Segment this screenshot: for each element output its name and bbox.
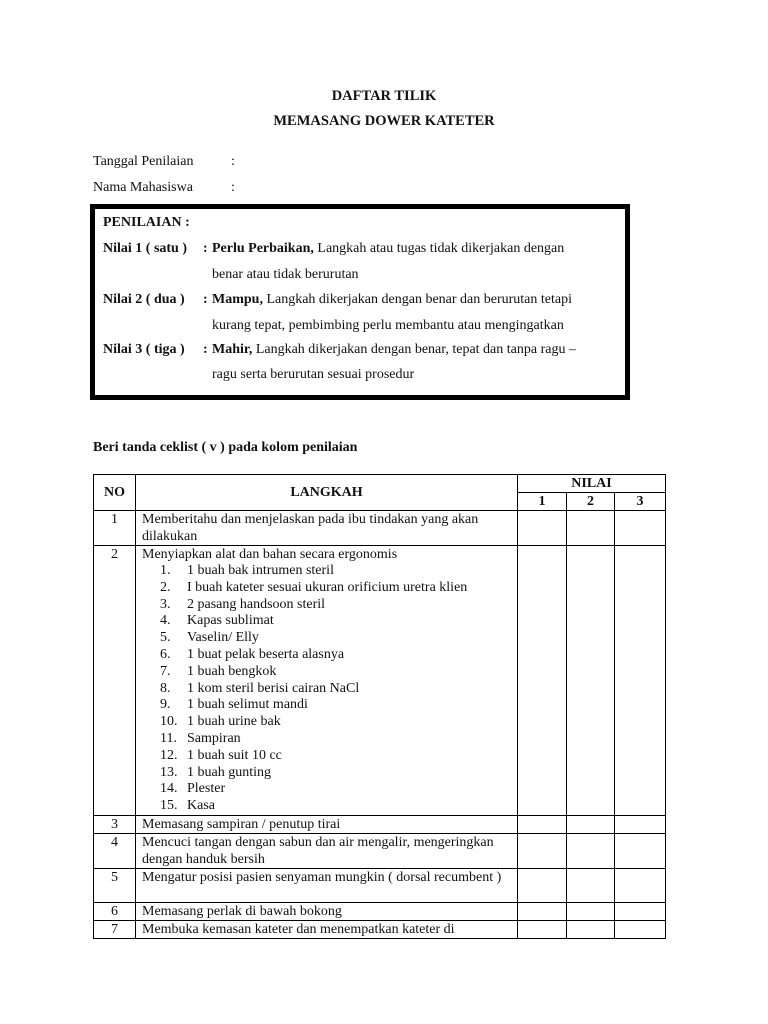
- row-step: Membuka kemasan kateter dan menempatkan kateter di: [136, 920, 518, 938]
- table-row: [94, 815, 666, 833]
- equipment-item-text: 1 buah urine bak: [187, 714, 281, 730]
- nilai3-colon: :: [203, 342, 208, 357]
- row-step: Memberitahu dan menjelaskan pada ibu tindakan yang akan dilakukan: [136, 511, 518, 546]
- equipment-item-text: 1 kom steril berisi cairan NaCl: [187, 680, 360, 696]
- row-number: 6: [94, 902, 136, 920]
- nilai3-description-cont: ragu serta berurutan sesuai prosedur: [212, 367, 415, 382]
- document-subtitle: MEMASANG DOWER KATETER: [273, 113, 495, 129]
- equipment-item: [142, 647, 511, 664]
- nilai1-description: Langkah atau tugas tidak dikerjakan dengan: [313, 241, 565, 256]
- equipment-item-text: 1 buah bak intrumen steril: [187, 563, 334, 578]
- equipment-list: [142, 563, 511, 815]
- nilai2-term: Mampu,: [212, 292, 263, 307]
- student-name-field: [93, 180, 235, 196]
- score-col-3: 3: [615, 493, 666, 511]
- equipment-item: [142, 765, 511, 782]
- equipment-item-text: Kapas sublimat: [187, 613, 274, 629]
- score-cell[interactable]: [518, 815, 567, 833]
- student-name-label: Nama Mahasiswa: [93, 180, 193, 195]
- equipment-item-text: 2 pasang handsoon steril: [187, 596, 326, 612]
- score-cell[interactable]: [567, 920, 615, 938]
- equipment-item-number: 5.: [160, 630, 171, 646]
- row-number: 3: [94, 815, 136, 833]
- equipment-item-number: 4.: [160, 613, 171, 629]
- equipment-item: [142, 597, 511, 614]
- assessment-legend-box: [90, 204, 630, 400]
- equipment-item-text: 1 buah suit 10 cc: [187, 747, 282, 763]
- score-cell[interactable]: [567, 815, 615, 833]
- score-cell[interactable]: [518, 902, 567, 920]
- table-row: [94, 902, 666, 920]
- score-cell[interactable]: [518, 868, 567, 902]
- equipment-item: [142, 681, 511, 698]
- equipment-item: [142, 563, 511, 580]
- equipment-item-number: 8.: [160, 680, 171, 696]
- equipment-item-text: I buah kateter sesuai ukuran orificium uretra klien: [187, 579, 468, 595]
- row-step: Mencuci tangan dengan sabun dan air mengalir, mengeringkan dengan handuk bersih: [136, 833, 518, 868]
- equipment-item-text: Sampiran: [187, 730, 241, 746]
- row-number: 1: [94, 511, 136, 546]
- student-name-colon: :: [231, 180, 235, 195]
- row-step: [136, 546, 518, 816]
- equipment-item-number: 14.: [160, 781, 178, 797]
- equipment-item: [142, 781, 511, 798]
- score-cell[interactable]: [615, 546, 666, 816]
- score-cell[interactable]: [567, 511, 615, 546]
- table-header-row: [94, 475, 666, 493]
- score-col-2: 2: [567, 493, 615, 511]
- score-cell[interactable]: [567, 546, 615, 816]
- equipment-item-text: 1 buah gunting: [187, 764, 271, 780]
- equipment-item: [142, 748, 511, 765]
- equipment-item-text: 1 buah selimut mandi: [187, 697, 308, 713]
- row-number: 5: [94, 868, 136, 902]
- equipment-item-number: 6.: [160, 646, 171, 662]
- equipment-item: [142, 731, 511, 748]
- equipment-item-number: 7.: [160, 663, 171, 679]
- row-step-text: Menyiapkan alat dan bahan secara ergonomis: [142, 547, 398, 562]
- column-header-score: NILAI: [518, 475, 666, 493]
- table-row: [94, 511, 666, 546]
- nilai1-description-cont: benar atau tidak berurutan: [212, 267, 359, 282]
- row-step: Mengatur posisi pasien senyaman mungkin ( dorsal recumbent ): [136, 868, 518, 902]
- row-step: Memasang sampiran / penutup tirai: [136, 815, 518, 833]
- equipment-item-text: 1 buat pelak beserta alasnya: [187, 646, 345, 662]
- score-cell[interactable]: [518, 833, 567, 868]
- score-cell[interactable]: [567, 833, 615, 868]
- nilai1-term: Perlu Perbaikan,: [212, 241, 314, 256]
- document-title: DAFTAR TILIK: [331, 88, 437, 104]
- equipment-item-number: 15.: [160, 798, 178, 814]
- score-cell[interactable]: [615, 920, 666, 938]
- equipment-item-number: 11.: [160, 730, 177, 746]
- table-row: [94, 868, 666, 902]
- equipment-item-number: 1.: [160, 563, 171, 578]
- nilai1-colon: :: [203, 241, 208, 256]
- equipment-item: [142, 697, 511, 714]
- row-step: Memasang perlak di bawah bokong: [136, 902, 518, 920]
- column-header-step: LANGKAH: [136, 475, 518, 511]
- equipment-item: [142, 630, 511, 647]
- equipment-item: [142, 664, 511, 681]
- equipment-item: [142, 714, 511, 731]
- nilai2-label: Nilai 2 ( dua ): [103, 292, 185, 307]
- equipment-item-text: 1 buah bengkok: [187, 663, 277, 679]
- nilai3-label: Nilai 3 ( tiga ): [103, 342, 185, 357]
- score-cell[interactable]: [615, 902, 666, 920]
- row-number: 7: [94, 920, 136, 938]
- equipment-item-text: Vaselin/ Elly: [187, 630, 259, 646]
- score-cell[interactable]: [567, 902, 615, 920]
- checklist-table: [93, 474, 666, 939]
- equipment-item: [142, 798, 511, 815]
- equipment-item: [142, 580, 511, 597]
- equipment-item-text: Kasa: [187, 798, 215, 814]
- score-cell[interactable]: [615, 511, 666, 546]
- checklist-instruction: Beri tanda ceklist ( v ) pada kolom penilaian: [93, 440, 358, 455]
- assessment-date-field: [93, 154, 235, 170]
- nilai1-label: Nilai 1 ( satu ): [103, 241, 187, 256]
- score-cell[interactable]: [518, 920, 567, 938]
- score-col-1: 1: [518, 493, 567, 511]
- assessment-date-colon: :: [231, 154, 235, 169]
- score-cell[interactable]: [518, 511, 567, 546]
- nilai2-description: Langkah dikerjakan dengan benar dan berurutan tetapi: [262, 292, 572, 307]
- equipment-item: [142, 613, 511, 630]
- row-number: 4: [94, 833, 136, 868]
- column-header-no: NO: [94, 475, 136, 511]
- score-cell[interactable]: [615, 815, 666, 833]
- nilai2-description-cont: kurang tepat, pembimbing perlu membantu atau mengingatkan: [212, 318, 564, 333]
- equipment-item-number: 10.: [160, 714, 178, 730]
- nilai3-term: Mahir,: [212, 342, 253, 357]
- equipment-item-number: 3.: [160, 596, 171, 612]
- equipment-item-number: 9.: [160, 697, 171, 713]
- nilai3-description: Langkah dikerjakan dengan benar, tepat dan tanpa ragu –: [252, 342, 576, 357]
- nilai2-colon: :: [203, 292, 208, 307]
- table-row: [94, 546, 666, 816]
- table-row: [94, 920, 666, 938]
- equipment-item-number: 12.: [160, 747, 178, 763]
- score-cell[interactable]: [615, 868, 666, 902]
- equipment-item-number: 13.: [160, 764, 178, 780]
- equipment-item-text: Plester: [187, 781, 226, 797]
- legend-heading: PENILAIAN :: [103, 215, 190, 230]
- score-cell[interactable]: [615, 833, 666, 868]
- score-cell[interactable]: [567, 868, 615, 902]
- score-cell[interactable]: [518, 546, 567, 816]
- table-row: [94, 833, 666, 868]
- equipment-item-number: 2.: [160, 579, 171, 595]
- assessment-date-label: Tanggal Penilaian: [93, 154, 194, 169]
- row-number: 2: [94, 546, 136, 816]
